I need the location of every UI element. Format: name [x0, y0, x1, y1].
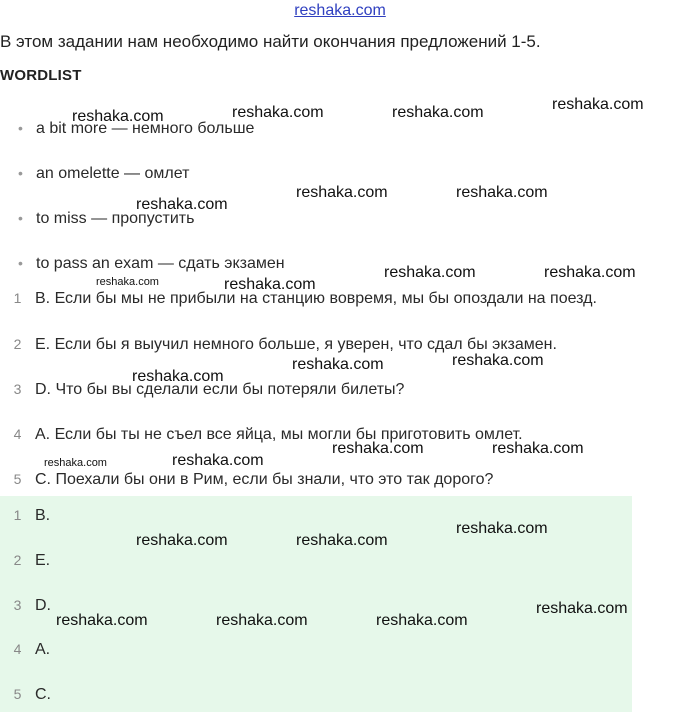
watermark: reshaka.com [296, 184, 388, 201]
sentence-item [0, 426, 523, 444]
watermark: reshaka.com [292, 356, 384, 373]
watermark: reshaka.com [216, 612, 308, 629]
answer-text: E. [35, 552, 51, 569]
watermark: reshaka.com [376, 612, 468, 629]
answer-item [0, 641, 50, 659]
watermark: reshaka.com [544, 264, 636, 281]
answer-number: 3 [13, 597, 22, 613]
wordlist-heading: WORDLIST [0, 67, 82, 84]
bullet-icon: • [18, 255, 23, 271]
sentence-text: E. Если бы я выучил немного больше, я уверен, что сдал бы экзамен. [35, 336, 557, 353]
watermark: reshaka.com [456, 184, 548, 201]
sentence-item [0, 471, 493, 489]
answer-item [0, 686, 51, 704]
wordlist-item: • to miss — пропустить [18, 210, 195, 227]
bullet-icon: • [18, 165, 23, 181]
watermark: reshaka.com [44, 457, 107, 469]
sentence-text: D. Что бы вы сделали если бы потеряли билеты? [35, 381, 405, 398]
answer-number: 1 [13, 507, 22, 523]
watermark: reshaka.com [232, 104, 324, 121]
wordlist-item: • an omelette — омлет [18, 165, 190, 182]
bullet-icon: • [18, 120, 23, 136]
watermark: reshaka.com [456, 520, 548, 537]
answer-item [0, 552, 50, 570]
wordlist-item: • a bit more — немного больше [18, 120, 255, 137]
watermark: reshaka.com [56, 612, 148, 629]
watermark: reshaka.com [552, 96, 644, 113]
sentence-text: C. Поехали бы они в Рим, если бы знали, что это так дорого? [35, 471, 494, 488]
bullet-icon: • [18, 210, 23, 226]
sentence-number: 4 [13, 426, 22, 442]
watermark: reshaka.com [492, 440, 584, 457]
watermark: reshaka.com [72, 108, 164, 125]
wordlist-item: • to pass an exam — сдать экзамен [18, 255, 285, 272]
watermark: reshaka.com [536, 600, 628, 617]
watermark: reshaka.com [172, 452, 264, 469]
site-link[interactable]: reshaka.com [294, 2, 386, 19]
watermark: reshaka.com [96, 276, 159, 288]
answer-number: 2 [13, 552, 22, 568]
answer-text: D. [35, 597, 51, 614]
watermark: reshaka.com [136, 196, 228, 213]
answer-number: 5 [13, 686, 22, 702]
sentence-number: 5 [13, 471, 22, 487]
sentence-number: 1 [13, 290, 22, 306]
watermark: reshaka.com [132, 368, 224, 385]
answer-text: B. [35, 507, 51, 524]
sentence-number: 2 [13, 336, 22, 352]
watermark: reshaka.com [296, 532, 388, 549]
answer-number: 4 [13, 641, 22, 657]
sentence-number: 3 [13, 381, 22, 397]
watermark: reshaka.com [392, 104, 484, 121]
watermark: reshaka.com [224, 276, 316, 293]
answer-text: A. [35, 641, 51, 658]
watermark: reshaka.com [452, 352, 544, 369]
sentence-text: B. Если бы мы не прибыли на станцию вовремя, мы бы опоздали на поезд. [35, 290, 597, 307]
watermark: reshaka.com [136, 532, 228, 549]
watermark: reshaka.com [384, 264, 476, 281]
answer-item [0, 507, 50, 525]
answer-item [0, 597, 51, 615]
watermark: reshaka.com [332, 440, 424, 457]
answer-text: C. [35, 686, 51, 703]
intro-text: В этом задании нам необходимо найти окончания предложений 1-5. [0, 32, 541, 51]
sentence-text: A. Если бы ты не съел все яйца, мы могли бы приготовить омлет. [35, 426, 523, 443]
